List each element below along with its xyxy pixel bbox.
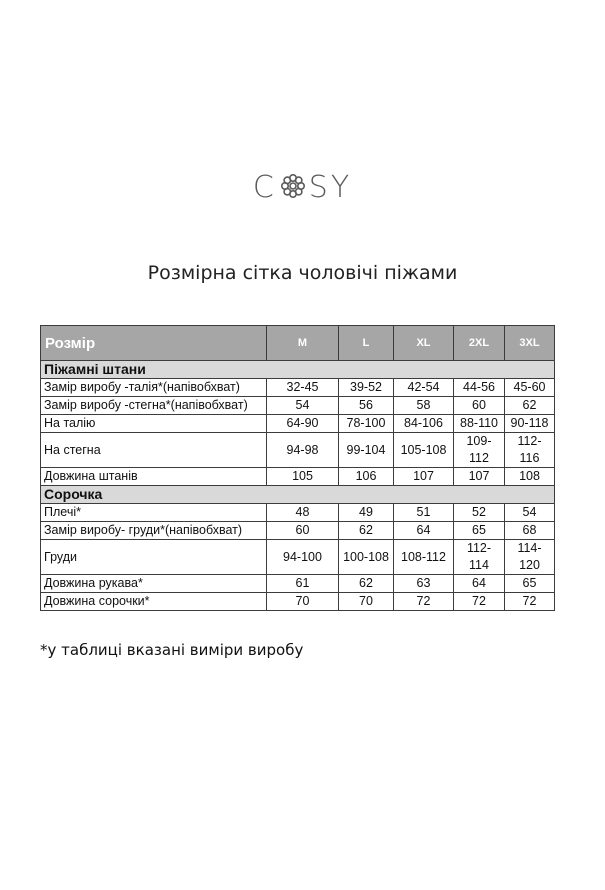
header-size-2xl: 2XL bbox=[454, 326, 505, 361]
cell: 78-100 bbox=[339, 415, 394, 433]
header-size-xl: XL bbox=[394, 326, 454, 361]
size-chart-table bbox=[40, 325, 555, 611]
cell: 99-104 bbox=[339, 433, 394, 468]
cell: 63 bbox=[394, 575, 454, 593]
table-row bbox=[41, 575, 555, 593]
section-title: Піжамні штани bbox=[41, 361, 555, 379]
table-row bbox=[41, 379, 555, 397]
cell: 65 bbox=[505, 575, 555, 593]
cell: 112-116 bbox=[505, 433, 555, 468]
cell: 94-98 bbox=[267, 433, 339, 468]
cell: 60 bbox=[454, 397, 505, 415]
row-label: На стегна bbox=[41, 433, 267, 468]
cell: 70 bbox=[339, 593, 394, 611]
cell: 108-112 bbox=[394, 540, 454, 575]
cell: 64-90 bbox=[267, 415, 339, 433]
cell: 39-52 bbox=[339, 379, 394, 397]
logo-letters-sy: SY bbox=[308, 170, 353, 205]
cell: 54 bbox=[505, 504, 555, 522]
row-label: Груди bbox=[41, 540, 267, 575]
footnote: *у таблиці вказані виміри виробу bbox=[40, 641, 304, 659]
cell: 100-108 bbox=[339, 540, 394, 575]
header-size-m: M bbox=[267, 326, 339, 361]
brand-logo bbox=[0, 170, 605, 205]
table-row bbox=[41, 415, 555, 433]
cell: 58 bbox=[394, 397, 454, 415]
table-row bbox=[41, 397, 555, 415]
cell: 72 bbox=[394, 593, 454, 611]
cell: 114-120 bbox=[505, 540, 555, 575]
row-label: Довжина рукава* bbox=[41, 575, 267, 593]
cell: 32-45 bbox=[267, 379, 339, 397]
cell: 51 bbox=[394, 504, 454, 522]
cell: 54 bbox=[267, 397, 339, 415]
cell: 62 bbox=[339, 522, 394, 540]
cell: 62 bbox=[505, 397, 555, 415]
cell: 52 bbox=[454, 504, 505, 522]
table-row bbox=[41, 468, 555, 486]
cell: 94-100 bbox=[267, 540, 339, 575]
flower-icon bbox=[279, 172, 307, 200]
cell: 56 bbox=[339, 397, 394, 415]
cell: 105-108 bbox=[394, 433, 454, 468]
section-row-pants bbox=[41, 361, 555, 379]
cell: 70 bbox=[267, 593, 339, 611]
row-label: Довжина сорочки* bbox=[41, 593, 267, 611]
section-row-shirt bbox=[41, 486, 555, 504]
cell: 90-118 bbox=[505, 415, 555, 433]
section-title: Сорочка bbox=[41, 486, 555, 504]
header-size-3xl: 3XL bbox=[505, 326, 555, 361]
cell: 84-106 bbox=[394, 415, 454, 433]
cell: 45-60 bbox=[505, 379, 555, 397]
cell: 65 bbox=[454, 522, 505, 540]
cell: 44-56 bbox=[454, 379, 505, 397]
table-row bbox=[41, 522, 555, 540]
table-row bbox=[41, 504, 555, 522]
row-label: Плечі* bbox=[41, 504, 267, 522]
cell: 88-110 bbox=[454, 415, 505, 433]
row-label: Замір виробу -талія*(напівобхват) bbox=[41, 379, 267, 397]
cell: 42-54 bbox=[394, 379, 454, 397]
cell: 48 bbox=[267, 504, 339, 522]
header-size-l: L bbox=[339, 326, 394, 361]
cell: 108 bbox=[505, 468, 555, 486]
table-row bbox=[41, 540, 555, 575]
cell: 64 bbox=[454, 575, 505, 593]
row-label: Замір виробу -стегна*(напівобхват) bbox=[41, 397, 267, 415]
header-size-label: Розмір bbox=[41, 326, 267, 361]
row-label: Довжина штанів bbox=[41, 468, 267, 486]
cell: 49 bbox=[339, 504, 394, 522]
cell: 68 bbox=[505, 522, 555, 540]
cell: 72 bbox=[505, 593, 555, 611]
logo-letter-c: C bbox=[252, 170, 277, 205]
cell: 107 bbox=[454, 468, 505, 486]
table-row bbox=[41, 433, 555, 468]
cell: 109-112 bbox=[454, 433, 505, 468]
cell: 72 bbox=[454, 593, 505, 611]
cell: 60 bbox=[267, 522, 339, 540]
cell: 61 bbox=[267, 575, 339, 593]
row-label: Замір виробу- груди*(напівобхват) bbox=[41, 522, 267, 540]
table-header-row bbox=[41, 326, 555, 361]
cell: 106 bbox=[339, 468, 394, 486]
cell: 105 bbox=[267, 468, 339, 486]
table-row bbox=[41, 593, 555, 611]
page-title: Розмірна сітка чоловічі піжами bbox=[147, 262, 458, 284]
row-label: На талію bbox=[41, 415, 267, 433]
cell: 112-114 bbox=[454, 540, 505, 575]
cell: 107 bbox=[394, 468, 454, 486]
cell: 62 bbox=[339, 575, 394, 593]
cell: 64 bbox=[394, 522, 454, 540]
